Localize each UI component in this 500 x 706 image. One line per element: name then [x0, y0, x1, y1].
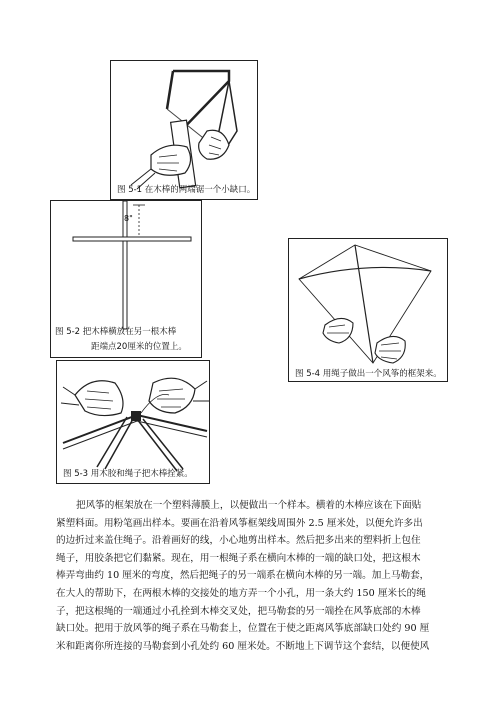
body-line: 的边折过来盖住绳子。沿着画好的线，小心地剪出样本。然后把多出来的塑料折上包住 [56, 535, 421, 547]
body-line: 米和距离你所连接的马勒套到小孔处约 60 厘米处。不断地上下调节这个套结，以便使风 [56, 640, 430, 652]
figure-5-1 [110, 60, 258, 200]
tying-sticks-illustration [57, 361, 211, 485]
figure-5-1-caption: 图 5-1 在木棒的两端锯一个小缺口。 [117, 185, 256, 195]
body-line: 把风筝的框架放在一个塑料薄膜上，以便做出一个样本。横着的木棒应该在下面贴 [76, 500, 422, 511]
figure-5-4 [288, 238, 448, 382]
hacksaw-illustration [111, 61, 259, 201]
body-line: 在大人的帮助下，在两根木棒的交接处的地方弄一个小孔，用一条大约 150 厘米长的绳 [56, 587, 426, 599]
body-line: 棒弄弯曲约 10 厘米的弯度，然后把绳子的另一端系在横向木棒的另一端。加上马勒套， [56, 570, 430, 582]
kite-frame-illustration [289, 239, 449, 383]
figure-5-3-caption: 图 5-3 用木胶和绳子把木棒拴紧。 [63, 469, 193, 479]
body-line: 缺口处。把用于放风筝的绳子系在马勒套上，位置在于使之距离风筝底部缺口处约 90 厘 [56, 623, 430, 635]
figure-5-3 [56, 360, 210, 484]
figure-5-2 [50, 200, 202, 358]
figure-5-4-caption: 图 5-4 用绳子做出一个风筝的框架来。 [295, 369, 442, 379]
body-line: 紧塑料面。用粉笔画出样本。要画在沿着风筝框架线周围外 2.5 厘米处，以便允许多出 [56, 517, 423, 529]
figure-5-2-caption-line2: 距端点20厘米的位置上。 [91, 342, 187, 352]
body-line: 子，把这根绳的一端通过小孔拴到木棒交叉处，把马勒套的另一端拴在风筝底部的木棒 [56, 605, 421, 617]
body-line: 绳子，用胶条把它们黏紧。现在，用一根绳子系在横向木棒的一端的缺口处，把这根木 [56, 552, 421, 564]
body-paragraph [56, 497, 448, 655]
figure-5-2-caption-line1: 图 5-2 把木棒横放在另一根木棒 [55, 327, 177, 337]
dimension-label: 8" [124, 214, 133, 223]
